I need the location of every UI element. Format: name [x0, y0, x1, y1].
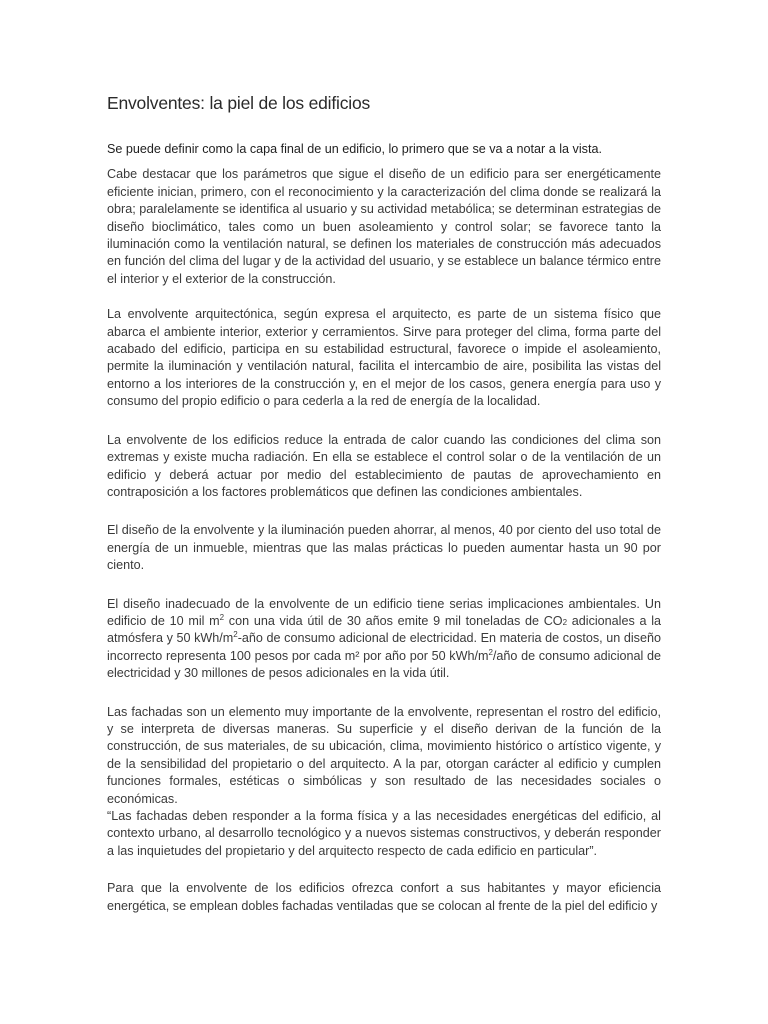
- p5-superscript-2: 2: [233, 630, 238, 640]
- paragraph-dobles-fachadas: Para que la envolvente de los edificios ofrezca confort a sus habitantes y mayor eficiencia energética, se emplean dobles fachadas ventiladas que se colocan al frente de la piel del edificio y: [107, 881, 661, 913]
- document-body: [107, 92, 661, 915]
- p5-subscript: 2: [562, 617, 568, 627]
- p5-text-3: adicionales a la atmósfera y 50 kWh/m: [107, 613, 661, 646]
- p5-text-4: -año de consumo adicional de electricidad. En materia de costos, un diseño incorrecto representa 100 pesos por cada m² por año por 50 kWh/m: [107, 631, 661, 663]
- paragraph-ahorro-energia: El diseño de la envolvente y la iluminación pueden ahorrar, al menos, 40 por ciento del uso total de energía de un inmueble, mientras que las malas prácticas lo pueden aumentar hasta un 90 por ciento.: [107, 523, 661, 573]
- p5-text-1: El diseño inadecuado de la envolvente de un edificio tiene serias implicaciones ambientales. Un edificio de 10 mil m: [107, 596, 661, 628]
- paragraph-reduce-calor: La envolvente de los edificios reduce la entrada de calor cuando las condiciones del clima son extremas y existe mucha radiación. En ella se establece el control solar o de la ventilación de un edificio y deberá actuar por medio del establecimiento de pautas de aprovechamiento en contraposición a los factores problemáticos que definen las condiciones ambientales.: [107, 432, 661, 499]
- paragraph-envolvente-arquitectonica: La envolvente arquitectónica, según expresa el arquitecto, es parte de un sistema físico que abarca el ambiente interior, exterior y cerramientos. Sirve para proteger del clima, forma parte del acabado del edificio, participa en su estabilidad estructural, favorece o impide el asoleamiento, permite la iluminación y ventilación natural, facilita el intercambio de aire, posibilita las vistas del entorno a los interiores de la construcción y, en el mejor de los casos, genera energía para uso y consumo del propio edificio o para cederla a la red de energía de la localidad.: [107, 307, 661, 409]
- p5-text-2: con una vida útil de 30 años emite 9 mil toneladas de CO: [224, 613, 563, 628]
- paragraph-diseno-inadecuado: [107, 596, 661, 683]
- p5-superscript-1: 2: [219, 612, 225, 622]
- lead-paragraph: Se puede definir como la capa final de un edificio, lo primero que se va a notar a la vista.: [107, 142, 602, 156]
- p5-text-5: /año de consumo adicional de electricidad y 30 millones de pesos adicionales en la vida útil.: [107, 648, 662, 681]
- paragraph-cita-fachadas: “Las fachadas deben responder a la forma física y a las necesidades energéticas del edificio, al contexto urbano, al desarrollo tecnológico y a nuevos sistemas constructivos, y deberán responder a las inquietudes del propietario y del arquitecto respecto de cada edificio en particular”.: [107, 809, 661, 858]
- document-title: Envolventes: la piel de los edificios: [107, 93, 371, 113]
- p5-superscript-3: 2: [488, 647, 493, 657]
- paragraph-fachadas: Las fachadas son un elemento muy importante de la envolvente, representan el rostro del edificio, y se interpreta de diversas maneras. Su superficie y el diseño derivan de la función de la construcción, de sus materiales, de su ubicación, clima, movimiento histórico o artístico vigente, y de la sensibilidad del propietario o del arquitecto. A la par, otorgan carácter al edificio y cumplen funciones formales, estéticas o simbólicas y son resultado de las necesidades sociales o económicas.: [107, 704, 661, 806]
- paragraph-parametros: Cabe destacar que los parámetros que sigue el diseño de un edificio para ser energéticamente eficiente inician, primero, con el reconocimiento y la caracterización del clima donde se realizará la obra; paralelamente se identifica al usuario y su actividad metabólica; se determinan estrategias de diseño bioclimático, tales como un buen asoleamiento y control solar; se favorece tanto la iluminación como la ventilación natural, se definen los materiales de construcción más adecuados en función del clima del lugar y de la actividad del usuario, y se establece un balance térmico entre el interior y el exterior de la construcción.: [107, 167, 661, 286]
